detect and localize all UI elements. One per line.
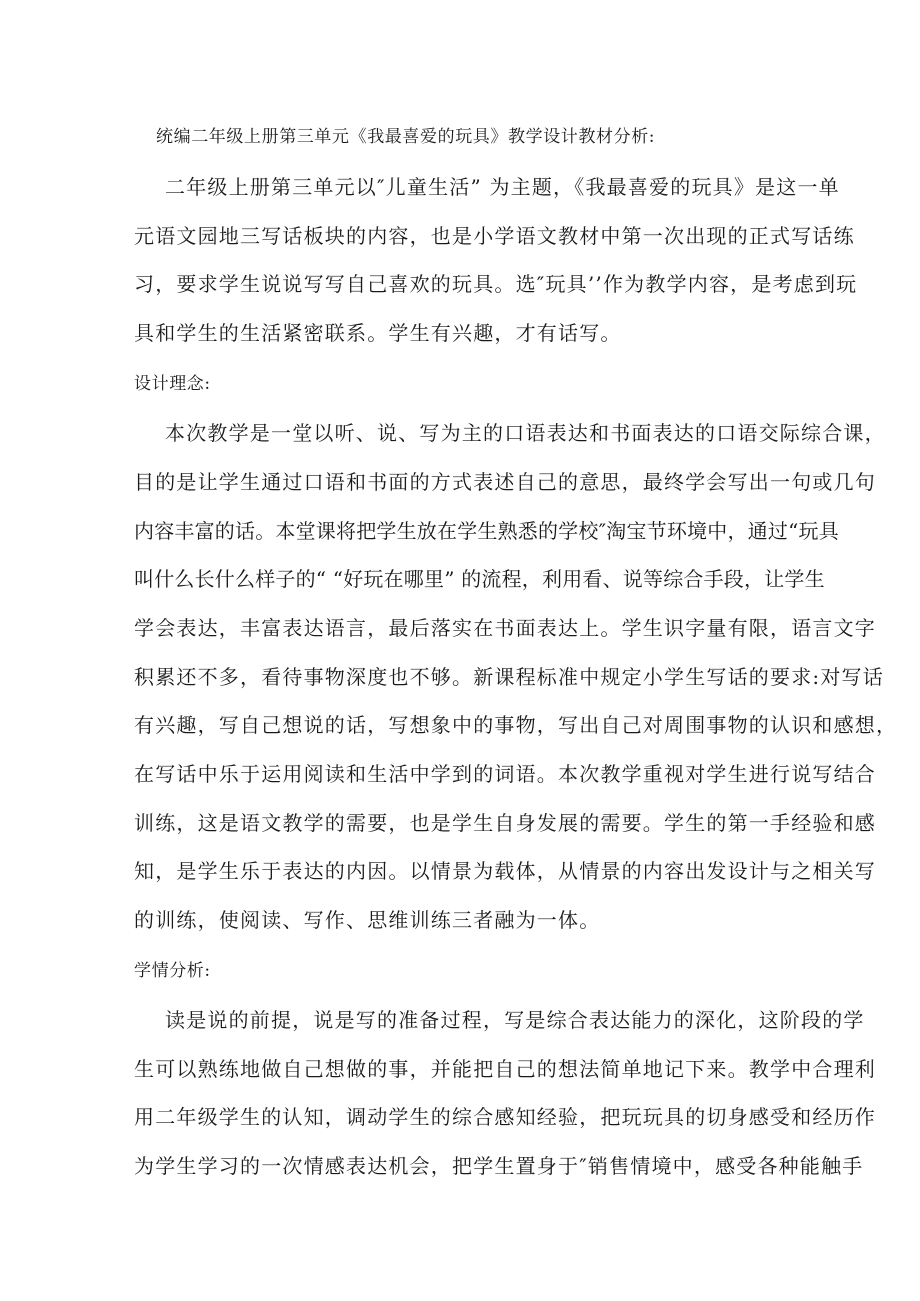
paragraph-line: 在写话中乐于运用阅读和生活中学到的词语。本次教学重视对学生进行说写结合: [134, 762, 876, 786]
paragraph-line: 习，要求学生说说写写自己喜欢的玩具。选″玩具’’作为教学内容，是考虑到玩: [134, 272, 858, 296]
paragraph-line: 用二年级学生的认知，调动学生的综合感知经验，把玩玩具的切身感受和经历作: [134, 1105, 876, 1129]
paragraph-line: 二年级上册第三单元以″儿童生活” 为主题，《我最喜爱的玩具》是这一单: [165, 175, 840, 199]
paragraph-line: 读是说的前提，说是写的准备过程，写是综合表达能力的深化，这阶段的学: [165, 1008, 865, 1032]
section-heading: 学情分析:: [134, 961, 211, 981]
paragraph-line: 积累还不多，看待事物深度也不够。新课程标准中规定小学生写话的要求:对写话: [134, 665, 884, 689]
paragraph-line: 具和学生的生活紧密联系。学生有兴趣，才有话写。: [134, 321, 622, 345]
paragraph-line: 本次教学是一堂以听、说、写为主的口语表达和书面表达的口语交际综合课，: [165, 421, 886, 445]
paragraph-line: 叫什么长什么样子的“ “好玩在哪里” 的流程，利用看、说等综合手段，让学生: [134, 567, 825, 591]
section-heading: 设计理念:: [134, 374, 211, 394]
paragraph-line: 训练，这是语文教学的需要，也是学生自身发展的需要。学生的第一手经验和感: [134, 811, 876, 835]
paragraph-line: 知，是学生乐于表达的内因。以情景为载体，从情景的内容出发设计与之相关写: [134, 859, 876, 883]
paragraph-line: 生可以熟练地做自己想做的事，并能把自己的想法简单地记下来。教学中合理利: [134, 1057, 876, 1081]
paragraph-line: 元语文园地三写话板块的内容，也是小学语文教材中第一次出现的正式写话练: [134, 224, 855, 248]
paragraph-line: 内容丰富的话。本堂课将把学生放在学生熟悉的学校″淘宝节环境中，通过“玩具: [134, 519, 839, 543]
paragraph-line: 为学生学习的一次情感表达机会，把学生置身于″销售情境中，感受各种能触手: [134, 1154, 864, 1178]
paragraph-line: 有兴趣，写自己想说的话，写想象中的事物，写出自己对周围事物的认识和感想，: [134, 713, 898, 737]
document-title: 统编二年级上册第三单元《我最喜爱的玩具》教学设计教材分析:: [156, 127, 656, 147]
paragraph-line: 目的是让学生通过口语和书面的方式表述自己的意思，最终学会写出一句或几句: [134, 470, 876, 494]
paragraph-line: 学会表达，丰富表达语言，最后落实在书面表达上。学生识字量有限，语言文字: [134, 616, 876, 640]
paragraph-line: 的训练，使阅读、写作、思维训练三者融为一体。: [134, 908, 601, 932]
